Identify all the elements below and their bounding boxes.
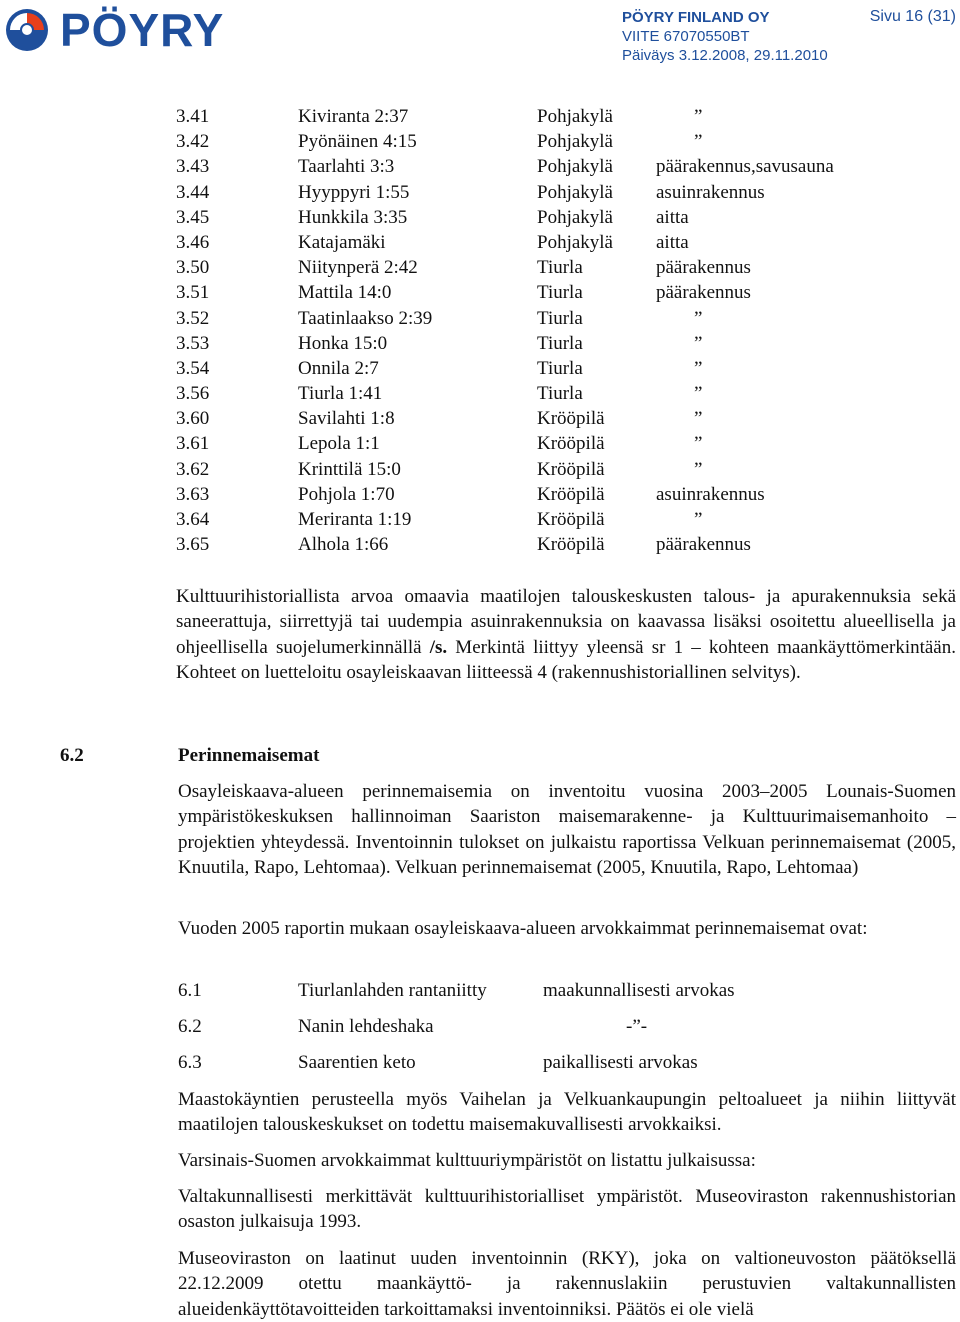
building-number: 3.53: [176, 332, 210, 354]
building-number: 3.45: [176, 206, 210, 228]
section-paragraph-5: Valtakunnallisesti merkittävät kulttuurihistorialliset ympäristöt. Museoviraston rakennushistorian osaston julkaisuja 1993.: [178, 1186, 956, 1233]
table-row: [176, 255, 896, 280]
building-name: Kiviranta 2:37: [298, 106, 409, 127]
building-name: Niitynperä 2:42: [298, 257, 418, 279]
section-number: 6.2: [60, 745, 84, 766]
building-type: asuinrakennus: [656, 483, 765, 505]
building-name: Katajamäki: [298, 231, 386, 253]
building-number: 3.52: [176, 307, 210, 329]
village-name: Tiurla: [537, 307, 583, 329]
section-paragraph-2: Vuoden 2005 raportin mukaan osayleiskaava-alueen arvokkaimmat perinnemaisemat ovat:: [178, 918, 868, 939]
table-row: [176, 306, 896, 331]
building-name: Pyönäinen 4:15: [298, 131, 417, 153]
building-type: ”: [694, 332, 703, 354]
village-name: Pohjakylä: [537, 106, 613, 127]
village-name: Krööpilä: [537, 483, 605, 505]
building-name: Meriranta 1:19: [298, 509, 412, 530]
building-type: ”: [694, 458, 703, 480]
building-number: 3.62: [176, 458, 210, 480]
building-name: Krinttilä 15:0: [298, 458, 401, 480]
building-type: ”: [694, 383, 703, 405]
village-name: Pohjakylä: [537, 181, 613, 203]
building-type: ”: [694, 131, 703, 153]
building-name: Alhola 1:66: [298, 534, 389, 556]
table-row: [176, 532, 896, 557]
building-type: asuinrakennus: [656, 181, 765, 203]
site-row: 6.2 Nanin lehdeshaka -”-: [178, 1016, 648, 1037]
section-paragraph-1: Osayleiskaava-alueen perinnemaisemia on inventoitu vuosina 2003–2005 Lounais-Suomen ympäristökeskuksen hallinnoiman Saariston maisemarakenne- ja Kulttuurimaisemanhoito – projektien yhteydessä. Inventoinnin tulokset on julkaistu raportissa Velkuan perinnemaisemat (2005, Knuutila, Rapo, Lehtomaa). Velkuan perinnemaisemat (2005, Knuutila, Rapo, Lehtomaa): [178, 781, 956, 878]
building-number: 3.64: [176, 509, 210, 530]
table-row: [176, 356, 896, 381]
table-row: [176, 280, 896, 305]
table-row: [176, 180, 896, 205]
village-name: Pohjakylä: [537, 231, 613, 253]
building-number: 3.51: [176, 282, 210, 304]
building-name: Taarlahti 3:3: [298, 156, 395, 178]
logo-text: PÖYRY: [60, 4, 225, 56]
building-type: aitta: [656, 206, 689, 228]
village-name: Krööpilä: [537, 509, 605, 530]
building-type: päärakennus,savusauna: [656, 156, 834, 178]
table-row: [176, 331, 896, 356]
village-name: Pohjakylä: [537, 206, 613, 228]
building-type: ”: [694, 408, 703, 430]
village-name: Tiurla: [537, 282, 583, 304]
building-name: Onnila 2:7: [298, 357, 379, 379]
building-number: 3.61: [176, 433, 210, 455]
building-number: 3.41: [176, 106, 210, 127]
village-name: Krööpilä: [537, 433, 605, 455]
village-name: Krööpilä: [537, 408, 605, 430]
reference-number: VIITE 67070550BT: [622, 28, 750, 45]
building-type: ”: [694, 433, 703, 455]
section-paragraph-6: Museoviraston on laatinut uuden inventoinnin (RKY), joka on valtioneuvoston päätöksellä 22.12.2009 otettu maankäyttö- ja rakennuslakiin perustuvien valtakunnallisten alueidenkäyttötavoitteiden tarkoittamaksi inventoinniksi. Päätös ei ole vielä: [178, 1248, 956, 1320]
building-type: aitta: [656, 231, 689, 253]
village-name: Tiurla: [537, 257, 583, 279]
table-row: [176, 205, 896, 230]
page-number: Sivu 16 (31): [869, 8, 956, 25]
table-row: [176, 406, 896, 431]
building-number: 3.42: [176, 131, 210, 153]
building-name: Honka 15:0: [298, 332, 388, 354]
building-number: 3.50: [176, 257, 210, 279]
building-name: Mattila 14:0: [298, 282, 392, 304]
building-name: Savilahti 1:8: [298, 408, 395, 430]
building-type: ”: [694, 509, 703, 530]
table-row: [176, 381, 896, 406]
table-row: [176, 154, 896, 179]
protection-marker: /s.: [429, 636, 448, 658]
table-row: [176, 230, 896, 255]
intro-paragraph: Kulttuurihistoriallista arvoa omaavia maatilojen talouskeskusten talous- ja apurakennuksia sekä saneerattuja, siirrettyjä tai uudempia asuinrakennuksia on kaavassa lisäksi osoitettu alueellisella ja ohjeellisella suojelumerkinnällä /s. Merkintä liittyy yleensä sr 1 – kohteen maankäyttömerkintään. Kohteet on luetteloitu osayleiskaavan liitteessä 4 (rakennushistoriallinen selvitys).: [176, 586, 956, 683]
building-name: Hunkkila 3:35: [298, 206, 408, 228]
table-row: [176, 129, 896, 154]
table-row: [176, 482, 896, 507]
building-number: 3.65: [176, 534, 210, 556]
building-type: päärakennus: [656, 257, 751, 279]
document-header-info: [622, 8, 828, 65]
building-number: 3.56: [176, 383, 210, 405]
table-row: [176, 457, 896, 482]
company-name: PÖYRY FINLAND OY: [622, 9, 770, 26]
village-name: Krööpilä: [537, 458, 605, 480]
section-paragraph-4: Varsinais-Suomen arvokkaimmat kulttuuriympäristöt on listattu julkaisussa:: [178, 1150, 756, 1171]
village-name: Krööpilä: [537, 534, 605, 556]
section-title: Perinnemaisemat: [178, 745, 320, 766]
building-name: Pohjola 1:70: [298, 483, 395, 505]
document-date: Päiväys 3.12.2008, 29.11.2010: [622, 47, 828, 64]
village-name: Tiurla: [537, 332, 583, 354]
table-row: [176, 104, 896, 129]
village-name: Tiurla: [537, 383, 583, 405]
building-type: ”: [694, 357, 703, 379]
building-name: Lepola 1:1: [298, 433, 380, 455]
building-number: 3.43: [176, 156, 210, 178]
village-name: Pohjakylä: [537, 131, 613, 153]
building-number: 3.44: [176, 181, 210, 203]
table-row: [176, 507, 896, 532]
building-type: ”: [694, 307, 703, 329]
village-name: Tiurla: [537, 357, 583, 379]
village-name: Pohjakylä: [537, 156, 613, 178]
building-name: Tiurla 1:41: [298, 383, 383, 405]
building-type: päärakennus: [656, 534, 751, 556]
building-number: 3.63: [176, 483, 210, 505]
site-row: 6.3 Saarentien keto paikallisesti arvokas: [178, 1052, 698, 1073]
building-number: 3.46: [176, 231, 210, 253]
section-paragraph-3: Maastokäyntien perusteella myös Vaihelan ja Velkuankaupungin peltoalueet ja niihin liittyvät maatilojen talouskeskukset on todettu maisemakuvallisesti arvokkaiksi.: [178, 1089, 956, 1136]
section-heading: [60, 743, 320, 768]
building-number: 3.60: [176, 408, 210, 430]
poyry-logo: [4, 6, 224, 54]
building-number: 3.54: [176, 357, 210, 379]
poyry-logo-icon: [4, 7, 54, 53]
building-type: ”: [694, 106, 703, 127]
site-row: 6.1 Tiurlanlahden rantaniitty maakunnallisesti arvokas: [178, 980, 735, 1001]
building-name: Hyyppyri 1:55: [298, 181, 410, 203]
building-list: [176, 104, 896, 557]
table-row: [176, 431, 896, 456]
building-name: Taatinlaakso 2:39: [298, 307, 433, 329]
building-type: päärakennus: [656, 282, 751, 304]
